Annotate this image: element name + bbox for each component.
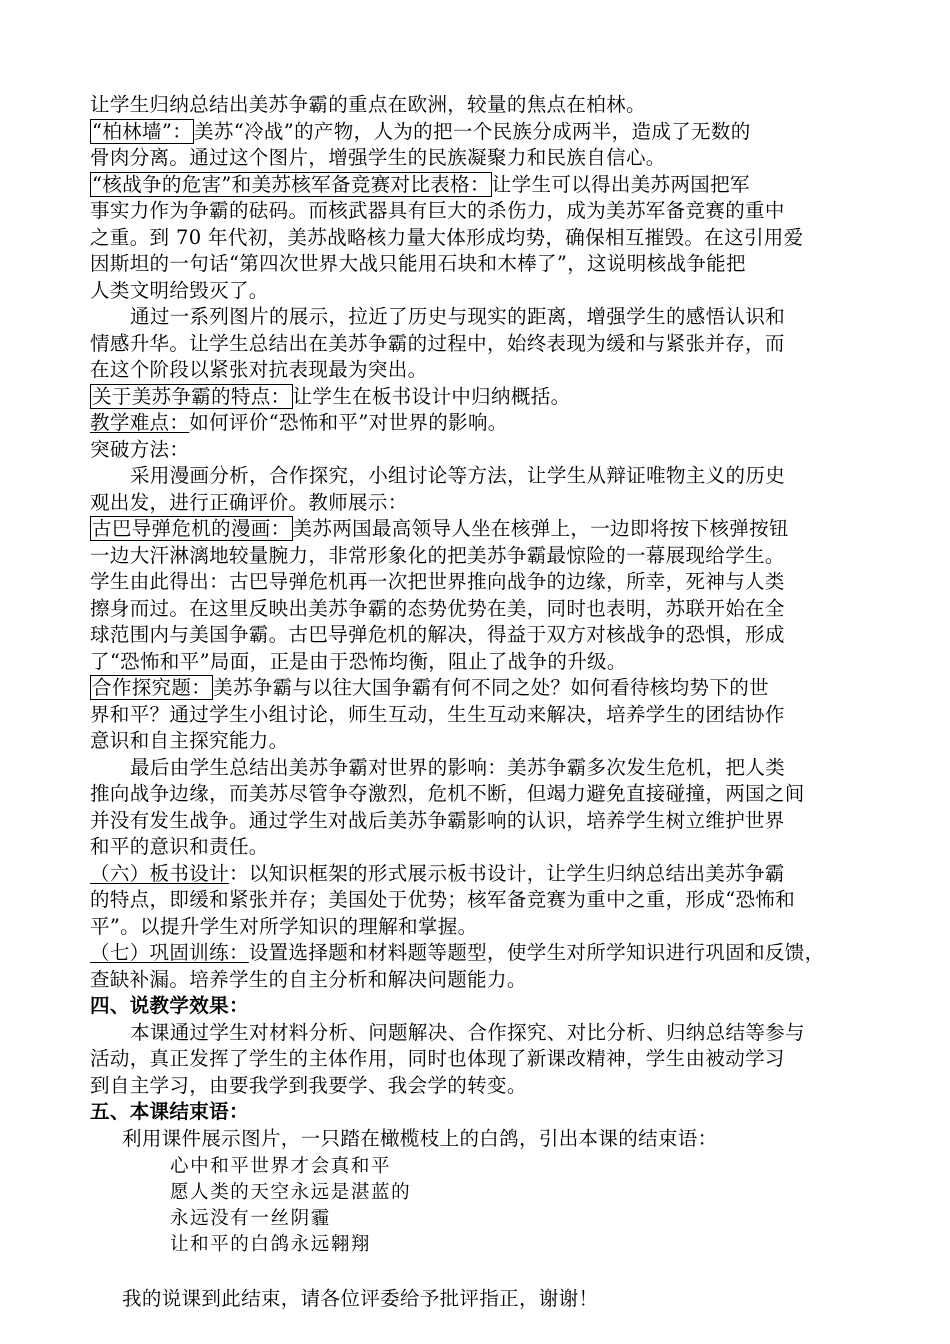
document-body — [90, 92, 865, 1152]
underlined-heading: 教学难点： — [90, 411, 190, 434]
text-line: 之重。到 70 年代初，美苏战略核力量大体形成均势，确保相互摧毁。在这引用爱 — [90, 225, 804, 249]
poem-line: 愿人类的天空永远是湛蓝的 — [170, 1182, 412, 1203]
line-text: 设置选择题和材料题等题型，使学生对所学知识进行巩固和反馈， — [248, 941, 825, 964]
text-line: 擦身而过。在这里反映出美苏争霸的态势优势在美，同时也表明，苏联开始在全 — [90, 596, 785, 620]
text-line: 因斯坦的一句话“第四次世界大战只能用石块和木棒了”，这说明核战争能把 — [90, 252, 746, 275]
text-line: 了“恐怖和平”局面，正是由于恐怖均衡，阻止了战争的升级。 — [90, 649, 627, 673]
text-line: 本课通过学生对材料分析、问题解决、合作探究、对比分析、归纳总结等参与 — [130, 1020, 805, 1044]
text-line: 平”。以提升学生对所学知识的理解和掌握。 — [90, 914, 478, 938]
line-text: ：以知识框架的形式展示板书设计，让学生归纳总结出美苏争霸 — [228, 861, 785, 885]
text-line — [90, 410, 865, 437]
text-line: 人类文明给毁灭了。 — [90, 278, 269, 302]
text-line: 一边大汗淋漓地较量腕力，非常形象化的把美苏争霸最惊险的一幕展现给学生。 — [90, 543, 785, 567]
text-line: 通过一系列图片的展示，拉近了历史与现实的距离，增强学生的感悟认识和 — [130, 305, 786, 328]
boxed-heading: 合作探究题： — [92, 676, 212, 699]
poem-line: 让和平的白鸽永远翱翔 — [170, 1234, 372, 1255]
line-text: 让学生可以得出美苏两国把军 — [491, 172, 750, 196]
boxed-heading: 古巴导弹危机的漫画： — [92, 517, 291, 540]
text-line: 利用课件展示图片，一只踏在橄榄枝上的白鸽，引出本课的结束语： — [122, 1126, 718, 1150]
text-line: 界和平？通过学生小组讨论，师生互动，生生互动来解决，培养学生的团结协作 — [90, 702, 785, 726]
text-line: 查缺补漏。培养学生的自主分析和解决问题能力。 — [90, 967, 527, 991]
text-line: 意识和自主探究能力。 — [90, 729, 289, 752]
section-heading: 五、本课结束语： — [90, 1100, 249, 1123]
boxed-heading: 关于美苏争霸的特点： — [92, 384, 291, 408]
closing-remark: 我的说课到此结束，请各位评委给予批评指正，谢谢！ — [122, 1287, 599, 1310]
text-line: 突破方法： — [90, 437, 190, 461]
text-line — [90, 384, 865, 411]
text-line — [90, 861, 865, 888]
document-page — [90, 92, 865, 1313]
boxed-heading: “柏林墙”： — [92, 119, 193, 143]
text-line — [90, 675, 865, 702]
text-line: 采用漫画分析，合作探究，小组讨论等方法，让学生从辩证唯物主义的历史 — [130, 464, 786, 487]
line-text: 让学生在板书设计中归纳概括。 — [292, 384, 571, 408]
closing-poem — [90, 1154, 865, 1258]
line-text: 如何评价“恐怖和平”对世界的影响。 — [189, 411, 508, 434]
text-line: 事实力作为争霸的砝码。而核武器具有巨大的杀伤力，成为美苏军备竞赛的重中 — [90, 199, 785, 222]
line-text: 美苏两国最高领导人坐在核弹上，一边即将按下核弹按钮 — [292, 517, 789, 540]
text-line: 最后由学生总结出美苏争霸对世界的影响：美苏争霸多次发生危机，把人类 — [130, 755, 786, 779]
text-line: 让学生归纳总结出美苏争霸的重点在欧洲，较量的焦点在柏林。 — [90, 93, 646, 116]
text-line: 情感升华。让学生总结出在美苏争霸的过程中，始终表现为缓和与紧张并存，而 — [90, 331, 785, 355]
text-line: 观出发，进行正确评价。教师展示： — [90, 490, 408, 514]
text-line: 到自主学习，由要我学到我要学、我会学的转变。 — [90, 1073, 527, 1097]
section-heading: 四、说教学效果： — [90, 994, 249, 1017]
text-line: 的特点，即缓和紧张并存；美国处于优势；核军备竞赛为重中之重，形成“恐怖和 — [90, 888, 796, 911]
text-line — [90, 516, 865, 543]
text-line: 并没有发生战争。通过学生对战后美苏争霸影响的认识，培养学生树立维护世界 — [90, 808, 785, 832]
text-line: 学生由此得出：古巴导弹危机再一次把世界推向战争的边缘，所幸，死神与人类 — [90, 570, 785, 593]
underlined-heading: （七）巩固训练： — [90, 941, 249, 964]
poem-line: 永远没有一丝阴霾 — [170, 1208, 331, 1229]
line-text: 美苏争霸与以往大国争霸有何不同之处？如何看待核均势下的世 — [213, 676, 769, 699]
text-line: 推向战争边缘，而美苏尽管争夺激烈，危机不断，但竭力避免直接碰撞，两国之间 — [90, 782, 805, 805]
text-line: 球范围内与美国争霸。古巴导弹危机的解决，得益于双方对核战争的恐惧，形成 — [90, 623, 785, 646]
underlined-heading: （六）板书设计 — [90, 861, 229, 885]
poem-line: 心中和平世界才会真和平 — [170, 1156, 392, 1177]
line-text: 美苏“冷战”的产物，人为的把一个民族分成两半，造成了无数的 — [194, 119, 751, 143]
text-line — [90, 119, 865, 146]
text-line: 和平的意识和责任。 — [90, 835, 269, 858]
text-line — [90, 940, 865, 967]
text-line: 活动，真正发挥了学生的主体作用，同时也体现了新课改精神，学生由被动学习 — [90, 1047, 785, 1070]
boxed-heading: “核战争的危害”和美苏核军备竞赛对比表格： — [92, 172, 490, 196]
text-line: 骨肉分离。通过这个图片，增强学生的民族凝聚力和民族自信心。 — [90, 146, 666, 169]
text-line — [90, 172, 865, 199]
text-line: 在这个阶段以紧张对抗表现最为突出。 — [90, 358, 428, 381]
